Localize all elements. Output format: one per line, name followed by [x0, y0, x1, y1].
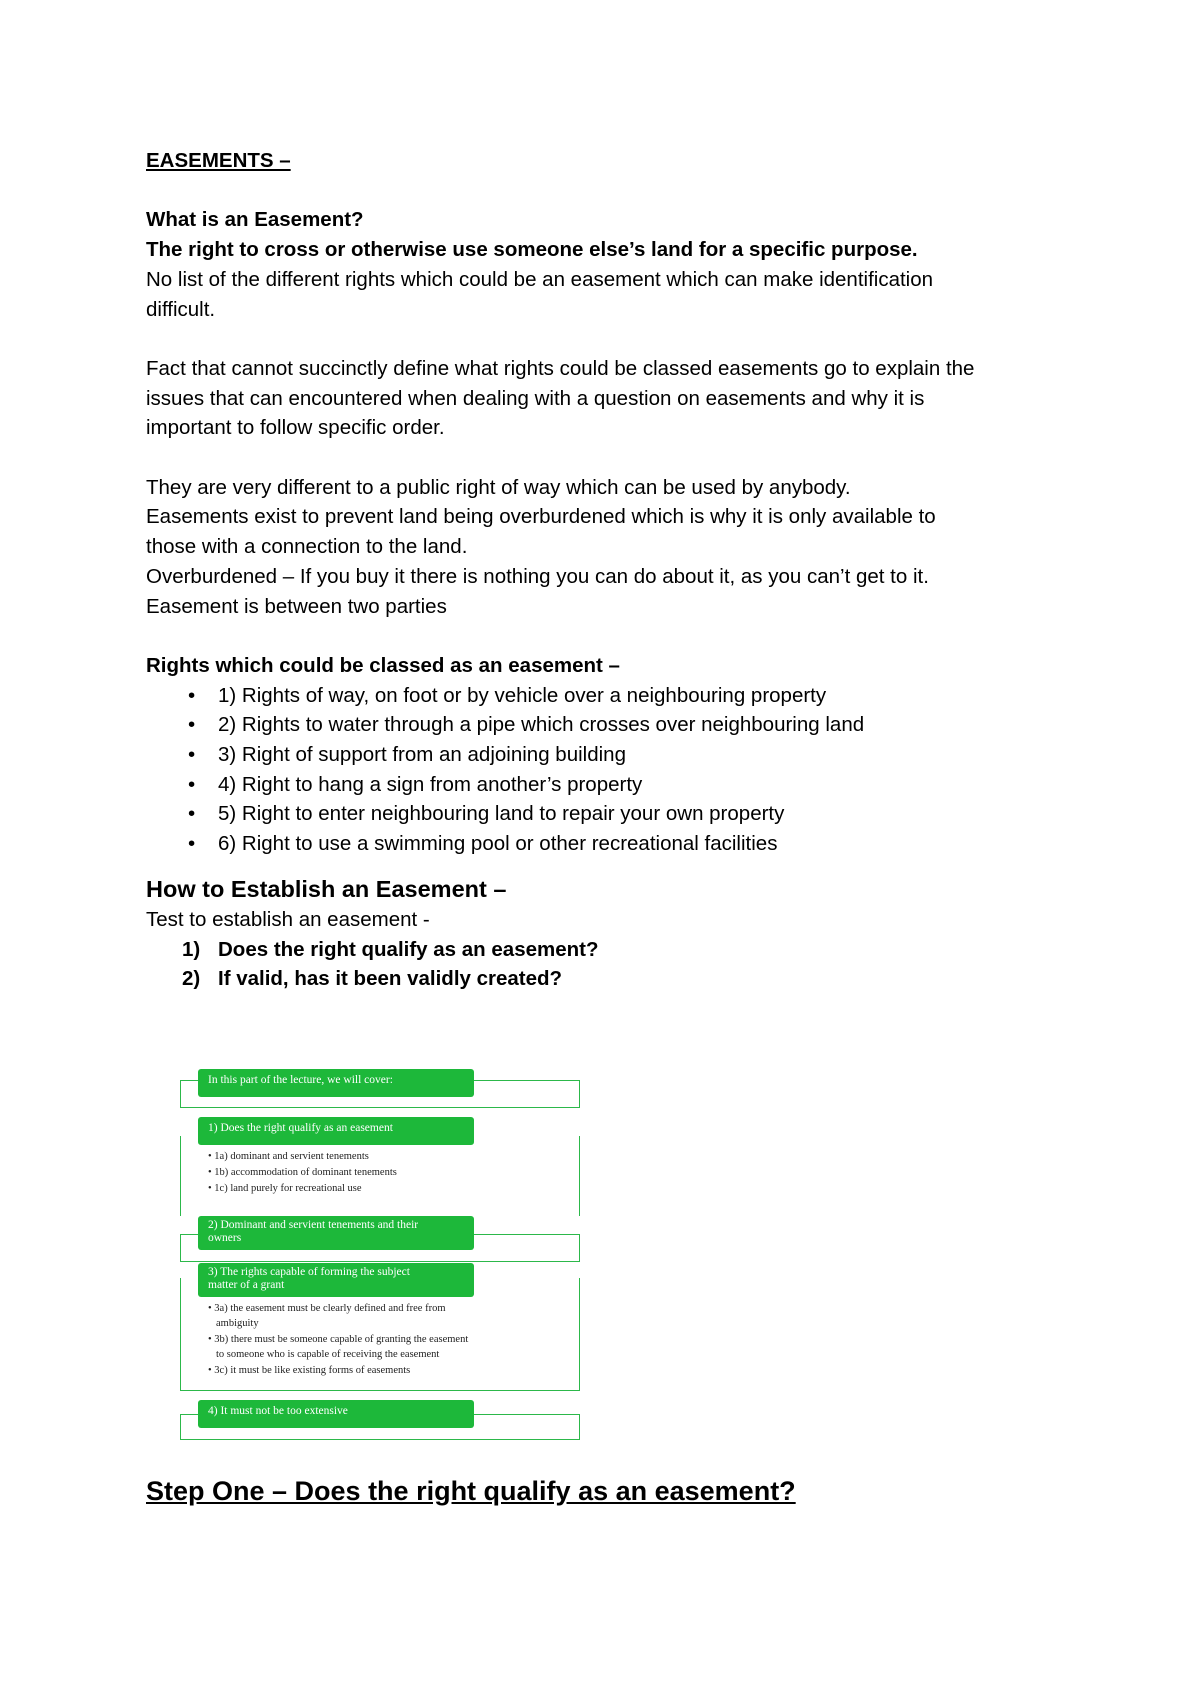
paragraph-line: No list of the different rights which could be an easement which can make identification: [146, 267, 934, 291]
paragraph-line: Fact that cannot succinctly define what rights could be classed easements go to explain the: [146, 356, 975, 380]
outline-subitem: • 3b) there must be someone capable of granting the easement: [208, 1334, 469, 1345]
outline-header: 4) It must not be too extensive: [198, 1400, 474, 1428]
outline-header: 1) Does the right qualify as an easement: [198, 1117, 474, 1145]
outline-header: 2) Dominant and servient tenements and their owners: [198, 1216, 474, 1250]
outline-header: 3) The rights capable of forming the subject matter of a grant: [198, 1263, 474, 1297]
rights-heading: Rights which could be classed as an easement –: [146, 653, 620, 677]
list-item: • 3) Right of support from an adjoining building: [146, 740, 1076, 770]
list-item: • 2) Rights to water through a pipe which crosses over neighbouring land: [146, 710, 1076, 740]
establish-heading: How to Establish an Easement –: [146, 875, 507, 902]
list-item: • 1) Rights of way, on foot or by vehicle over a neighbouring property: [146, 681, 1076, 711]
list-item: • 6) Right to use a swimming pool or other recreational facilities: [146, 829, 1076, 859]
bullet-icon: •: [188, 743, 196, 766]
outline-subitem: • 1a) dominant and servient tenements: [208, 1151, 369, 1162]
outline-subitem: • 1c) land purely for recreational use: [208, 1183, 362, 1194]
bullet-icon: •: [188, 832, 196, 856]
document-body: [146, 146, 1076, 994]
outline-subitem: • 1b) accommodation of dominant tenements: [208, 1167, 397, 1178]
list-item: 1) Does the right qualify as an easement?: [182, 937, 599, 961]
bullet-icon: •: [188, 713, 196, 737]
outline-subitem: • 3a) the easement must be clearly defined and free from: [208, 1303, 446, 1314]
list-item: • 4) Right to hang a sign from another’s property: [146, 770, 1076, 800]
doc-title: EASEMENTS –: [146, 149, 291, 172]
paragraph-line: difficult.: [146, 297, 216, 321]
bullet-icon: •: [188, 683, 196, 707]
paragraph-line: Easement is between two parties: [146, 594, 447, 618]
tests-list: [146, 935, 1076, 994]
paragraph-line: issues that can encountered when dealing with a question on easements and why it is: [146, 386, 925, 410]
paragraph-line: those with a connection to the land.: [146, 535, 468, 559]
outline-subitem: to someone who is capable of receiving the easement: [216, 1349, 440, 1360]
paragraph-line: Easements exist to prevent land being overburdened which is why it is only available to: [146, 505, 936, 529]
bullet-icon: •: [188, 772, 196, 796]
question-heading: What is an Easement?: [146, 208, 364, 232]
paragraph-line: Overburdened – If you buy it there is nothing you can do about it, as you can’t get to it.: [146, 564, 929, 588]
paragraph-line: important to follow specific order.: [146, 416, 445, 440]
bullet-icon: •: [188, 802, 196, 826]
list-item: 2) If valid, has it been validly created?: [182, 967, 563, 991]
rights-list: [146, 681, 1076, 859]
list-item: • 5) Right to enter neighbouring land to repair your own property: [146, 799, 1076, 829]
outline-subitem: • 3c) it must be like existing forms of easements: [208, 1365, 411, 1376]
definition-text: The right to cross or otherwise use someone else’s land for a specific purpose.: [146, 238, 918, 262]
step-one-heading: Step One – Does the right qualify as an easement?: [146, 1476, 796, 1506]
outline-subitem: ambiguity: [216, 1318, 259, 1329]
outline-header: In this part of the lecture, we will cover:: [198, 1069, 474, 1097]
lecture-outline-figure: [176, 1066, 581, 1441]
test-intro: Test to establish an easement -: [146, 907, 430, 931]
paragraph-line: They are very different to a public right of way which can be used by anybody.: [146, 475, 851, 499]
